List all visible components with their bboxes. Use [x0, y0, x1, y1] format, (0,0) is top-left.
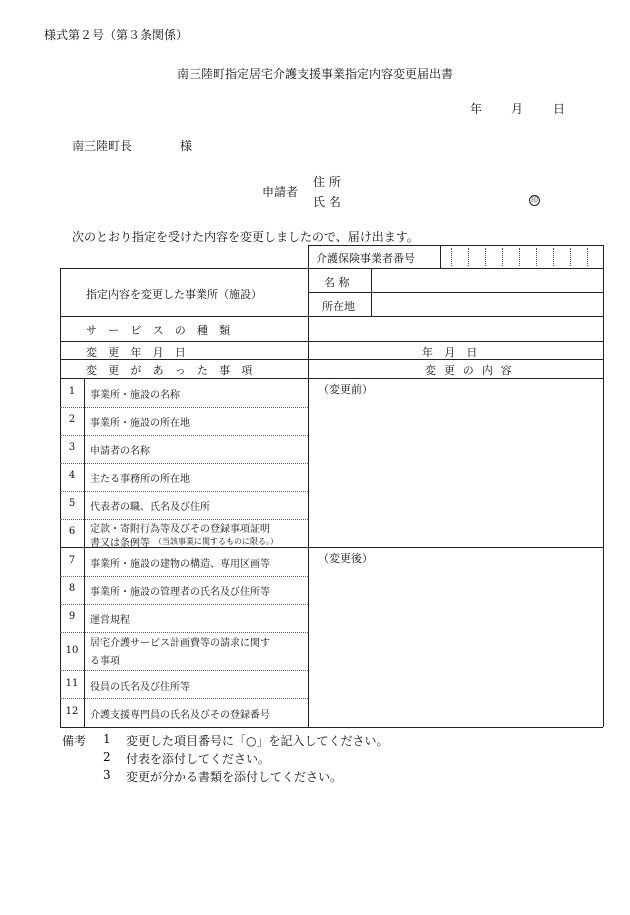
facility-label: 指定内容を変更した事業所（施設）: [86, 288, 262, 301]
item-number: 5: [68, 498, 76, 509]
item-number: 4: [68, 470, 76, 481]
note-text: 変更が分かる書類を添付してください。: [126, 770, 343, 784]
item-number: 6: [68, 526, 76, 537]
change-date-label: 変 更 年 月 日: [86, 346, 190, 359]
item-note: （当該事業に関するものに限る。）: [154, 537, 278, 546]
item-number: 11: [65, 678, 79, 689]
item-text: 事業所・施設の管理者の氏名及び住所等: [90, 587, 270, 598]
note-number: 1: [103, 732, 111, 746]
item-text: 事業所・施設の名称: [90, 390, 180, 401]
date-day: 日: [553, 102, 566, 116]
item-number: 1: [68, 386, 76, 397]
items-header: 変 更 が あ っ た 事 項: [86, 364, 257, 377]
change-date-value: 年 月 日: [422, 346, 482, 359]
note-number: 3: [103, 768, 111, 782]
date-year: 年: [470, 102, 483, 116]
intro-text: 次のとおり指定を受けた内容を変更しましたので、届け出ます。: [72, 230, 419, 244]
item-text-continued: る事項: [90, 656, 120, 667]
provider-number-label: 介護保険事業者番号: [316, 252, 415, 265]
form-number: 様式第２号（第３条関係）: [44, 28, 189, 42]
item-text: 事業所・施設の建物の構造、専用区画等: [90, 559, 270, 570]
applicant-name-label: 氏 名: [313, 195, 341, 209]
item-number: 3: [68, 442, 76, 453]
note-number: 2: [103, 750, 111, 764]
item-text: 代表者の職、氏名及び住所: [90, 502, 210, 513]
item-text: 介護支援専門員の氏名及びその登録番号: [90, 710, 270, 721]
item-number: 10: [65, 645, 79, 656]
note-text: 変更した項目番号に「○」を記入してください。: [126, 734, 389, 748]
facility-location-label: 所在地: [322, 300, 355, 313]
item-text: 事業所・施設の所在地: [90, 418, 190, 429]
addressee-honorific: 様: [180, 139, 193, 153]
item-number: 2: [68, 414, 76, 425]
notes-label: 備考: [62, 734, 87, 748]
item-text-continued: 書又は条例等: [90, 538, 150, 549]
before-label: （変更前）: [318, 383, 373, 396]
item-text: 居宅介護サービス計画費等の請求に関す: [90, 638, 270, 649]
item-text: 主たる事務所の所在地: [90, 474, 190, 485]
item-text: 運営規程: [90, 615, 130, 626]
note-text: 付表を添付してください。: [126, 752, 271, 766]
item-text: 申請者の名称: [90, 446, 150, 457]
service-type-label: サ ー ビ ス の 種 類: [86, 324, 235, 337]
seal-icon: 印: [531, 196, 538, 204]
item-number: 12: [65, 706, 79, 717]
date-month: 月: [511, 102, 524, 116]
addressee-name: 南三陸町長: [72, 139, 133, 153]
content-header: 変 更 の 内 容: [425, 364, 514, 377]
applicant-label: 申請者: [262, 185, 299, 199]
item-text: 定款・寄附行為等及びその登録事項証明: [90, 524, 270, 535]
item-number: 7: [68, 555, 76, 566]
item-number: 9: [68, 611, 76, 622]
item-text: 役員の氏名及び住所等: [90, 682, 190, 693]
page-title: 南三陸町指定居宅介護支援事業指定内容変更届出書: [176, 67, 453, 81]
item-number: 8: [68, 583, 76, 594]
facility-name-label: 名 称: [324, 276, 350, 289]
after-label: （変更後）: [318, 552, 373, 565]
applicant-address-label: 住 所: [313, 175, 341, 189]
